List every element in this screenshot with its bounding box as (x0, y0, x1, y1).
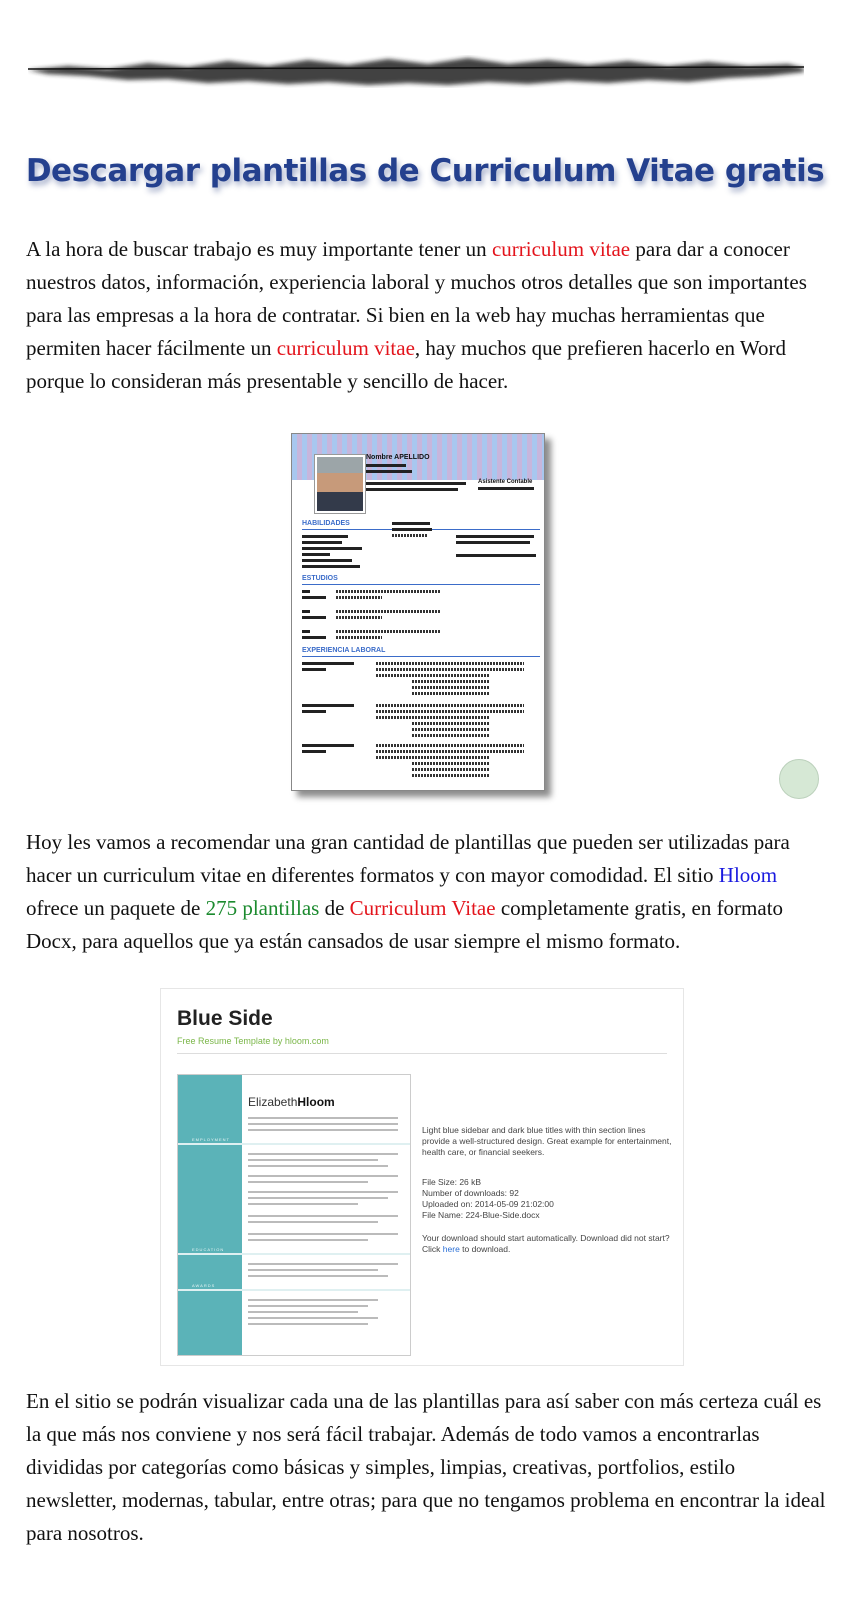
side-label-awards: AWARDS (192, 1283, 216, 1288)
scroll-to-top-icon[interactable] (779, 759, 819, 799)
cv-section-experiencia: EXPERIENCIA LABORAL (302, 647, 386, 654)
blue-side-template-image (160, 988, 684, 1366)
thumb-last-name: Hloom (297, 1095, 335, 1109)
template-description: Light blue sidebar and dark blue titles with thin section lines provide a well-structured design. Great example for entertainment, health care, or financial seekers. (422, 1125, 672, 1157)
curriculum-vitae-link-2[interactable]: curriculum vitae (276, 336, 415, 360)
side-label-employment: EMPLOYMENT (192, 1137, 231, 1142)
thumb-name (248, 1095, 335, 1109)
cv-photo (314, 454, 366, 514)
hloom-link[interactable]: Hloom (718, 863, 778, 887)
cv-job-title: Asistente Contable (478, 479, 533, 485)
cv-template-image (291, 433, 545, 791)
cv-name: Nombre APELLIDO (366, 454, 430, 461)
text: ofrece un paquete de (26, 896, 206, 920)
text: Hoy les vamos a recomendar una gran cantidad de plantillas que pueden ser utilizadas para hacer un curriculum vitae en diferentes formatos y con mayor comodidad. El sitio (26, 830, 790, 887)
cv-section-habilidades: HABILIDADES (302, 520, 350, 527)
curriculum-vitae-link[interactable]: curriculum vitae (491, 237, 631, 261)
template-subtitle: Free Resume Template by hloom.com (177, 1036, 329, 1046)
template-uploaded: Uploaded on: 2014-05-09 21:02:00 (422, 1199, 554, 1209)
template-heading: Blue Side (177, 1007, 273, 1030)
text: para dar a conocer nuestros datos, información, experiencia laboral y muchos otros detalles que son importantes para las empresas a la hora de contratar. Si bien en la web hay muchas herramientas que permiten hacer fácilmente un (26, 237, 807, 360)
page-title: Descargar plantillas de Curriculum Vitae gratis (25, 152, 825, 189)
template-file-name: File Name: 224-Blue-Side.docx (422, 1210, 540, 1220)
text: de (319, 896, 350, 920)
body-paragraph-3: En el sitio se podrán visualizar cada una de las plantillas para así saber con más certeza cuál es la que más nos conviene y nos será fácil trabajar. Además de todo vamos a encontrarlas divididas por categorías como básicas y simples, limpias, creativas, portfolios, estilo newsletter, modernas, tabular, entre otras; para que no tengamos problema en encontrar la ideal para nosotros. (26, 1389, 826, 1545)
text: , hay muchos que prefieren hacerlo en Word porque lo consideran más presentable y sencillo de hacer. (26, 336, 787, 393)
template-sidebar (178, 1075, 242, 1355)
text: A la hora de buscar trabajo es muy importante tener un (26, 237, 492, 261)
intro-paragraph (26, 233, 826, 398)
text: completamente gratis, en formato Docx, para aquellos que ya están cansados de usar siempre el mismo formato. (26, 896, 784, 953)
template-download-note (422, 1233, 672, 1255)
text: Your download should start automatically. Download did not start? Click (422, 1233, 670, 1254)
body-paragraph-2 (26, 826, 826, 958)
plantillas-link[interactable]: 275 plantillas (205, 896, 320, 920)
template-thumbnail (177, 1074, 411, 1356)
curriculum-vitae-link-3[interactable]: Curriculum Vitae (349, 896, 496, 920)
template-file-size: File Size: 26 kB (422, 1177, 482, 1187)
text: to download. (459, 1244, 511, 1254)
side-label-education: EDUCATION (192, 1247, 225, 1252)
download-here-link[interactable]: here (442, 1244, 460, 1254)
thumb-first-name: Elizabeth (248, 1095, 298, 1109)
template-downloads: Number of downloads: 92 (422, 1188, 519, 1198)
cv-section-estudios: ESTUDIOS (302, 575, 338, 582)
torn-paper-divider (28, 52, 804, 92)
